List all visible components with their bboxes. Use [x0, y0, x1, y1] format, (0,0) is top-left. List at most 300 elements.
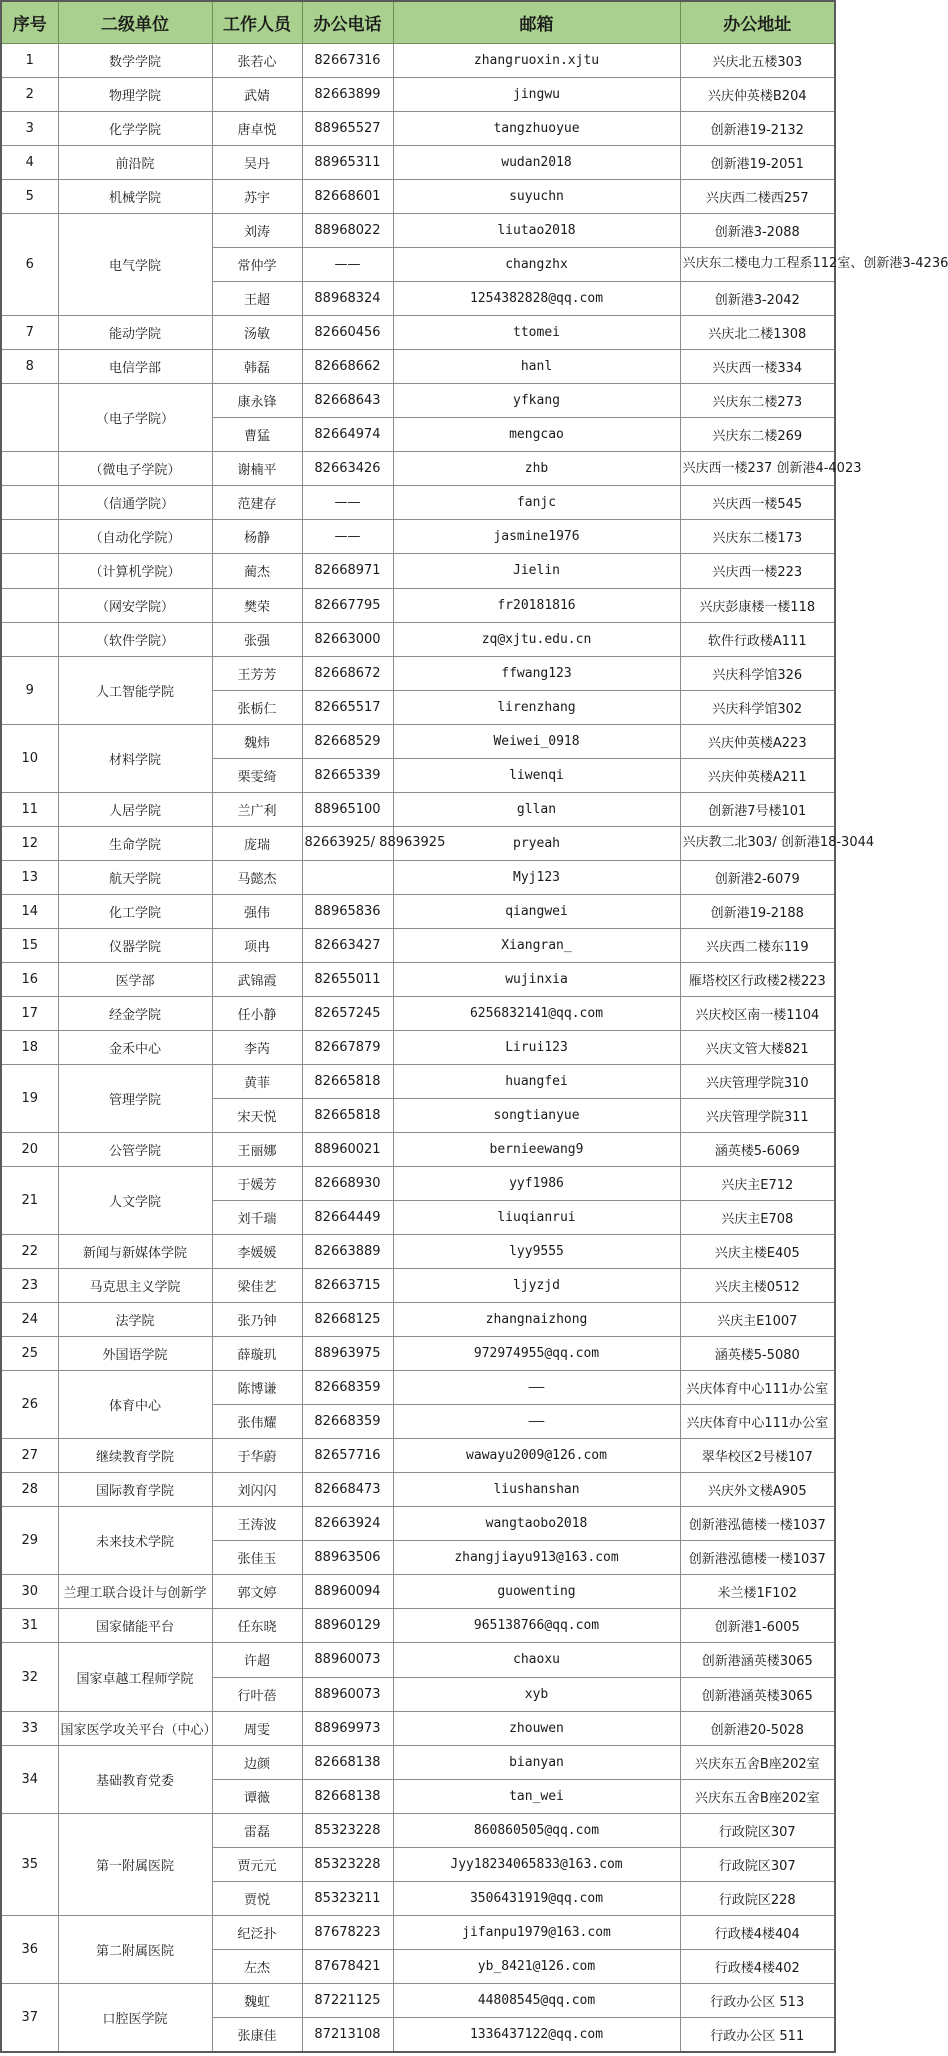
cell-seq[interactable]: 28 [1, 1473, 58, 1507]
cell-phone[interactable]: 82663889 [302, 1235, 393, 1269]
cell-phone[interactable]: 82668643 [302, 384, 393, 418]
cell-address[interactable]: 兴庆仲英楼B204 [680, 78, 835, 112]
cell-staff[interactable]: 刘闪闪 [212, 1473, 302, 1507]
cell-email[interactable]: tan_wei [393, 1779, 680, 1813]
cell-staff[interactable]: 王芳芳 [212, 656, 302, 690]
cell-unit[interactable]: （微电子学院） [58, 452, 212, 486]
cell-seq[interactable]: 32 [1, 1643, 58, 1711]
cell-email[interactable]: zhangjiayu913@163.com [393, 1541, 680, 1575]
cell-email[interactable]: jasmine1976 [393, 520, 680, 554]
cell-address[interactable]: 涵英楼5-6069 [680, 1133, 835, 1167]
cell-address[interactable]: 创新港19-2188 [680, 894, 835, 928]
cell-phone[interactable]: 82668601 [302, 180, 393, 214]
cell-seq[interactable]: 34 [1, 1745, 58, 1813]
cell-phone[interactable]: 82663924 [302, 1507, 393, 1541]
cell-staff[interactable]: 黄菲 [212, 1064, 302, 1098]
cell-staff[interactable]: 于媛芳 [212, 1167, 302, 1201]
cell-address[interactable]: 兴庆外文楼A905 [680, 1473, 835, 1507]
cell-address[interactable]: 兴庆西一楼237 创新港4-4023 [680, 452, 835, 486]
cell-seq[interactable]: 36 [1, 1915, 58, 1983]
cell-staff[interactable]: 张佳玉 [212, 1541, 302, 1575]
cell-unit[interactable]: 未来技术学院 [58, 1507, 212, 1575]
cell-unit[interactable]: 生命学院 [58, 826, 212, 860]
cell-phone[interactable] [302, 860, 393, 894]
cell-phone[interactable]: 88965311 [302, 146, 393, 180]
cell-email[interactable]: liushanshan [393, 1473, 680, 1507]
cell-seq[interactable]: 20 [1, 1133, 58, 1167]
cell-staff[interactable]: 马懿杰 [212, 860, 302, 894]
cell-phone[interactable]: —— [302, 520, 393, 554]
cell-address[interactable]: 行政楼4楼404 [680, 1915, 835, 1949]
cell-seq[interactable]: 30 [1, 1575, 58, 1609]
cell-email[interactable]: —— [393, 1371, 680, 1405]
cell-address[interactable]: 兴庆仲英楼A223 [680, 724, 835, 758]
cell-address[interactable]: 兴庆西二楼东119 [680, 928, 835, 962]
cell-email[interactable]: Myj123 [393, 860, 680, 894]
cell-address[interactable]: 创新港1-6005 [680, 1609, 835, 1643]
cell-address[interactable]: 行政院区228 [680, 1881, 835, 1915]
cell-phone[interactable]: 82665818 [302, 1064, 393, 1098]
cell-email[interactable]: ljyzjd [393, 1269, 680, 1303]
cell-unit[interactable]: 化学学院 [58, 112, 212, 146]
cell-phone[interactable]: 82657245 [302, 996, 393, 1030]
cell-staff[interactable]: 武婧 [212, 78, 302, 112]
cell-unit[interactable]: 电气学院 [58, 214, 212, 316]
cell-address[interactable]: 行政楼4楼402 [680, 1949, 835, 1983]
cell-email[interactable]: zhouwen [393, 1711, 680, 1745]
cell-email[interactable]: 860860505@qq.com [393, 1813, 680, 1847]
cell-staff[interactable]: 于华蔚 [212, 1439, 302, 1473]
header-cell-email[interactable]: 邮箱 [393, 1, 680, 44]
cell-staff[interactable]: 纪泛扑 [212, 1915, 302, 1949]
cell-unit[interactable]: （信通学院） [58, 486, 212, 520]
cell-staff[interactable]: 杨静 [212, 520, 302, 554]
cell-unit[interactable]: （计算机学院） [58, 554, 212, 588]
cell-address[interactable]: 创新港涵英楼3065 [680, 1677, 835, 1711]
cell-staff[interactable]: 谢楠平 [212, 452, 302, 486]
cell-address[interactable]: 创新港泓德楼一楼1037 [680, 1507, 835, 1541]
cell-address[interactable]: 兴庆西一楼545 [680, 486, 835, 520]
cell-email[interactable]: zq@xjtu.edu.cn [393, 622, 680, 656]
cell-email[interactable]: 44808545@qq.com [393, 1983, 680, 2017]
cell-email[interactable]: 6256832141@qq.com [393, 996, 680, 1030]
cell-email[interactable]: Jyy18234065833@163.com [393, 1847, 680, 1881]
cell-staff[interactable]: 刘涛 [212, 214, 302, 248]
cell-email[interactable]: Xiangran_ [393, 928, 680, 962]
cell-staff[interactable]: 王涛波 [212, 1507, 302, 1541]
cell-unit[interactable]: 数学学院 [58, 44, 212, 78]
cell-email[interactable]: wangtaobo2018 [393, 1507, 680, 1541]
cell-phone[interactable]: 82660456 [302, 316, 393, 350]
header-cell-staff[interactable]: 工作人员 [212, 1, 302, 44]
cell-unit[interactable]: 马克思主义学院 [58, 1269, 212, 1303]
cell-seq[interactable]: 35 [1, 1813, 58, 1915]
cell-email[interactable]: 965138766@qq.com [393, 1609, 680, 1643]
cell-email[interactable]: liuqianrui [393, 1201, 680, 1235]
cell-phone[interactable]: 82668529 [302, 724, 393, 758]
cell-address[interactable]: 兴庆科学馆302 [680, 690, 835, 724]
cell-address[interactable]: 兴庆西一楼223 [680, 554, 835, 588]
cell-phone[interactable]: 82668125 [302, 1303, 393, 1337]
cell-unit[interactable]: 人文学院 [58, 1167, 212, 1235]
cell-seq[interactable] [1, 622, 58, 656]
cell-seq[interactable]: 14 [1, 894, 58, 928]
cell-unit[interactable]: 国家医学攻关平台（中心） [58, 1711, 212, 1745]
cell-seq[interactable]: 15 [1, 928, 58, 962]
cell-address[interactable]: 兴庆科学馆326 [680, 656, 835, 690]
cell-phone[interactable]: 82668359 [302, 1405, 393, 1439]
cell-phone[interactable]: 85323228 [302, 1847, 393, 1881]
cell-address[interactable]: 兴庆主E712 [680, 1167, 835, 1201]
cell-seq[interactable]: 21 [1, 1167, 58, 1235]
cell-unit[interactable]: 国家储能平台 [58, 1609, 212, 1643]
cell-staff[interactable]: 兰广利 [212, 792, 302, 826]
cell-unit[interactable]: 人居学院 [58, 792, 212, 826]
cell-staff[interactable]: 谭薇 [212, 1779, 302, 1813]
cell-address[interactable]: 创新港泓德楼一楼1037 [680, 1541, 835, 1575]
cell-seq[interactable]: 3 [1, 112, 58, 146]
cell-address[interactable]: 创新港3-2042 [680, 282, 835, 316]
cell-phone[interactable]: —— [302, 486, 393, 520]
cell-phone[interactable]: 88960073 [302, 1643, 393, 1677]
cell-phone[interactable]: 82655011 [302, 962, 393, 996]
cell-phone[interactable]: 82668662 [302, 350, 393, 384]
cell-phone[interactable]: 88963506 [302, 1541, 393, 1575]
cell-email[interactable]: yyf1986 [393, 1167, 680, 1201]
cell-address[interactable]: 兴庆东五舍B座202室 [680, 1779, 835, 1813]
cell-unit[interactable]: 国际教育学院 [58, 1473, 212, 1507]
cell-seq[interactable]: 13 [1, 860, 58, 894]
cell-address[interactable]: 行政院区307 [680, 1813, 835, 1847]
cell-seq[interactable]: 17 [1, 996, 58, 1030]
cell-email[interactable]: chaoxu [393, 1643, 680, 1677]
cell-staff[interactable]: 行叶蓓 [212, 1677, 302, 1711]
cell-address[interactable]: 创新港19-2051 [680, 146, 835, 180]
cell-seq[interactable]: 33 [1, 1711, 58, 1745]
cell-address[interactable]: 兴庆东二楼电力工程系112室、创新港3-4236 [680, 248, 835, 282]
cell-phone[interactable]: 88963975 [302, 1337, 393, 1371]
cell-phone[interactable]: 82665339 [302, 758, 393, 792]
cell-seq[interactable] [1, 452, 58, 486]
cell-phone[interactable]: 87221125 [302, 1983, 393, 2017]
cell-email[interactable]: ttomei [393, 316, 680, 350]
cell-email[interactable]: jingwu [393, 78, 680, 112]
cell-phone[interactable]: 82668971 [302, 554, 393, 588]
cell-address[interactable]: 创新港19-2132 [680, 112, 835, 146]
cell-email[interactable]: fanjc [393, 486, 680, 520]
cell-seq[interactable]: 11 [1, 792, 58, 826]
cell-seq[interactable]: 2 [1, 78, 58, 112]
cell-address[interactable]: 兴庆彭康楼一楼118 [680, 588, 835, 622]
cell-seq[interactable]: 1 [1, 44, 58, 78]
cell-seq[interactable]: 37 [1, 1983, 58, 2052]
cell-email[interactable]: Lirui123 [393, 1030, 680, 1064]
cell-staff[interactable]: 任小静 [212, 996, 302, 1030]
cell-phone[interactable]: 85323228 [302, 1813, 393, 1847]
cell-seq[interactable]: 4 [1, 146, 58, 180]
header-cell-address[interactable]: 办公地址 [680, 1, 835, 44]
cell-phone[interactable]: 87213108 [302, 2017, 393, 2052]
cell-email[interactable]: songtianyue [393, 1098, 680, 1132]
cell-phone[interactable]: 82668930 [302, 1167, 393, 1201]
cell-phone[interactable]: 82668138 [302, 1745, 393, 1779]
cell-staff[interactable]: 张伟耀 [212, 1405, 302, 1439]
cell-staff[interactable]: 樊荣 [212, 588, 302, 622]
cell-unit[interactable]: 体育中心 [58, 1371, 212, 1439]
cell-staff[interactable]: 宋天悦 [212, 1098, 302, 1132]
cell-staff[interactable]: 蔺杰 [212, 554, 302, 588]
cell-email[interactable]: gllan [393, 792, 680, 826]
cell-address[interactable]: 兴庆管理学院310 [680, 1064, 835, 1098]
cell-email[interactable]: huangfei [393, 1064, 680, 1098]
header-cell-seq[interactable]: 序号 [1, 1, 58, 44]
cell-staff[interactable]: 贾悦 [212, 1881, 302, 1915]
cell-address[interactable]: 兴庆西二楼西257 [680, 180, 835, 214]
cell-seq[interactable]: 16 [1, 962, 58, 996]
cell-unit[interactable]: 电信学部 [58, 350, 212, 384]
cell-unit[interactable]: 基础教育党委 [58, 1745, 212, 1813]
cell-unit[interactable]: 材料学院 [58, 724, 212, 792]
cell-staff[interactable]: 任东晓 [212, 1609, 302, 1643]
cell-address[interactable]: 创新港2-6079 [680, 860, 835, 894]
cell-staff[interactable]: 雷磊 [212, 1813, 302, 1847]
cell-email[interactable]: Jielin [393, 554, 680, 588]
cell-phone[interactable]: 88960094 [302, 1575, 393, 1609]
cell-unit[interactable]: 国家卓越工程师学院 [58, 1643, 212, 1711]
cell-email[interactable]: Weiwei_0918 [393, 724, 680, 758]
cell-staff[interactable]: 边颜 [212, 1745, 302, 1779]
cell-email[interactable]: guowenting [393, 1575, 680, 1609]
cell-address[interactable]: 米兰楼1F102 [680, 1575, 835, 1609]
cell-unit[interactable]: （软件学院） [58, 622, 212, 656]
cell-address[interactable]: 涵英楼5-5080 [680, 1337, 835, 1371]
cell-unit[interactable]: 金禾中心 [58, 1030, 212, 1064]
cell-address[interactable]: 兴庆东二楼269 [680, 418, 835, 452]
cell-email[interactable]: zhangruoxin.xjtu [393, 44, 680, 78]
cell-phone[interactable]: 88960073 [302, 1677, 393, 1711]
cell-email[interactable]: zhangnaizhong [393, 1303, 680, 1337]
cell-address[interactable]: 兴庆体育中心111办公室 [680, 1371, 835, 1405]
cell-phone[interactable]: 88969973 [302, 1711, 393, 1745]
cell-seq[interactable]: 9 [1, 656, 58, 724]
cell-staff[interactable]: 强伟 [212, 894, 302, 928]
cell-phone[interactable]: 82657716 [302, 1439, 393, 1473]
cell-address[interactable]: 兴庆东五舍B座202室 [680, 1745, 835, 1779]
cell-email[interactable]: tangzhuoyue [393, 112, 680, 146]
cell-email[interactable]: qiangwei [393, 894, 680, 928]
cell-email[interactable]: 1254382828@qq.com [393, 282, 680, 316]
cell-unit[interactable]: 管理学院 [58, 1064, 212, 1132]
cell-email[interactable]: ffwang123 [393, 656, 680, 690]
cell-staff[interactable]: 李媛媛 [212, 1235, 302, 1269]
cell-staff[interactable]: 左杰 [212, 1949, 302, 1983]
cell-unit[interactable]: 第一附属医院 [58, 1813, 212, 1915]
cell-phone[interactable]: 82663899 [302, 78, 393, 112]
cell-unit[interactable]: 医学部 [58, 962, 212, 996]
cell-address[interactable]: 行政办公区 513 [680, 1983, 835, 2017]
cell-seq[interactable]: 12 [1, 826, 58, 860]
cell-address[interactable]: 兴庆西一楼334 [680, 350, 835, 384]
cell-email[interactable]: wawayu2009@126.com [393, 1439, 680, 1473]
cell-seq[interactable]: 23 [1, 1269, 58, 1303]
cell-seq[interactable]: 25 [1, 1337, 58, 1371]
cell-unit[interactable]: 机械学院 [58, 180, 212, 214]
cell-email[interactable]: pryeah [393, 826, 680, 860]
cell-seq[interactable]: 8 [1, 350, 58, 384]
cell-staff[interactable]: 武锦霞 [212, 962, 302, 996]
cell-staff[interactable]: 张康佳 [212, 2017, 302, 2052]
cell-phone[interactable]: 82668473 [302, 1473, 393, 1507]
cell-address[interactable]: 兴庆东二楼273 [680, 384, 835, 418]
cell-email[interactable]: —— [393, 1405, 680, 1439]
cell-staff[interactable]: 梁佳艺 [212, 1269, 302, 1303]
cell-address[interactable]: 兴庆北二楼1308 [680, 316, 835, 350]
cell-phone[interactable]: —— [302, 248, 393, 282]
cell-email[interactable]: hanl [393, 350, 680, 384]
cell-unit[interactable]: 口腔医学院 [58, 1983, 212, 2052]
cell-unit[interactable]: 物理学院 [58, 78, 212, 112]
cell-seq[interactable]: 26 [1, 1371, 58, 1439]
cell-phone[interactable]: 87678223 [302, 1915, 393, 1949]
cell-staff[interactable]: 常仲学 [212, 248, 302, 282]
cell-staff[interactable]: 曹猛 [212, 418, 302, 452]
cell-email[interactable]: bianyan [393, 1745, 680, 1779]
cell-staff[interactable]: 周雯 [212, 1711, 302, 1745]
cell-address[interactable]: 创新港7号楼101 [680, 792, 835, 826]
cell-unit[interactable]: 化工学院 [58, 894, 212, 928]
cell-unit[interactable]: 经金学院 [58, 996, 212, 1030]
cell-phone[interactable]: 88965836 [302, 894, 393, 928]
cell-staff[interactable]: 汤敏 [212, 316, 302, 350]
cell-seq[interactable]: 6 [1, 214, 58, 316]
cell-address[interactable]: 创新港20-5028 [680, 1711, 835, 1745]
cell-phone[interactable]: 82665818 [302, 1098, 393, 1132]
cell-email[interactable]: wudan2018 [393, 146, 680, 180]
cell-unit[interactable]: 公管学院 [58, 1133, 212, 1167]
cell-email[interactable]: 972974955@qq.com [393, 1337, 680, 1371]
cell-address[interactable]: 兴庆仲英楼A211 [680, 758, 835, 792]
cell-seq[interactable]: 10 [1, 724, 58, 792]
cell-email[interactable]: xyb [393, 1677, 680, 1711]
cell-seq[interactable] [1, 588, 58, 622]
cell-phone[interactable]: 85323211 [302, 1881, 393, 1915]
cell-address[interactable]: 行政办公区 511 [680, 2017, 835, 2052]
cell-address[interactable]: 兴庆教二北303/ 创新港18-3044 [680, 826, 835, 860]
cell-staff[interactable]: 康永锋 [212, 384, 302, 418]
cell-email[interactable]: liutao2018 [393, 214, 680, 248]
cell-phone[interactable]: 82668359 [302, 1371, 393, 1405]
cell-email[interactable]: bernieewang9 [393, 1133, 680, 1167]
cell-staff[interactable]: 范建存 [212, 486, 302, 520]
cell-email[interactable]: mengcao [393, 418, 680, 452]
cell-unit[interactable]: 第二附属医院 [58, 1915, 212, 1983]
cell-unit[interactable]: 能动学院 [58, 316, 212, 350]
cell-staff[interactable]: 王丽娜 [212, 1133, 302, 1167]
cell-staff[interactable]: 栗雯绮 [212, 758, 302, 792]
cell-seq[interactable] [1, 554, 58, 588]
cell-address[interactable]: 兴庆文管大楼821 [680, 1030, 835, 1064]
cell-email[interactable]: yb_8421@126.com [393, 1949, 680, 1983]
cell-unit[interactable]: 仪器学院 [58, 928, 212, 962]
cell-staff[interactable]: 项冉 [212, 928, 302, 962]
header-cell-phone[interactable]: 办公电话 [302, 1, 393, 44]
cell-phone[interactable]: 82667879 [302, 1030, 393, 1064]
cell-staff[interactable]: 苏宇 [212, 180, 302, 214]
cell-address[interactable]: 兴庆主E1007 [680, 1303, 835, 1337]
cell-email[interactable]: fr20181816 [393, 588, 680, 622]
cell-email[interactable]: wujinxia [393, 962, 680, 996]
cell-phone[interactable]: 88960021 [302, 1133, 393, 1167]
cell-address[interactable]: 兴庆北五楼303 [680, 44, 835, 78]
cell-phone[interactable]: 82663715 [302, 1269, 393, 1303]
cell-phone[interactable]: 82663427 [302, 928, 393, 962]
cell-staff[interactable]: 吴丹 [212, 146, 302, 180]
cell-seq[interactable] [1, 520, 58, 554]
cell-phone[interactable]: 88960129 [302, 1609, 393, 1643]
cell-unit[interactable]: （网安学院） [58, 588, 212, 622]
cell-phone[interactable]: 82668672 [302, 656, 393, 690]
cell-phone[interactable]: 82667316 [302, 44, 393, 78]
cell-staff[interactable]: 陈博谦 [212, 1371, 302, 1405]
cell-seq[interactable]: 18 [1, 1030, 58, 1064]
cell-email[interactable]: suyuchn [393, 180, 680, 214]
cell-unit[interactable]: 外国语学院 [58, 1337, 212, 1371]
header-cell-unit[interactable]: 二级单位 [58, 1, 212, 44]
cell-seq[interactable]: 19 [1, 1064, 58, 1132]
cell-staff[interactable]: 刘千瑞 [212, 1201, 302, 1235]
cell-phone[interactable]: 88965100 [302, 792, 393, 826]
cell-staff[interactable]: 张栃仁 [212, 690, 302, 724]
cell-seq[interactable] [1, 486, 58, 520]
cell-staff[interactable]: 薛璇玑 [212, 1337, 302, 1371]
cell-email[interactable]: 1336437122@qq.com [393, 2017, 680, 2052]
cell-staff[interactable]: 张乃钟 [212, 1303, 302, 1337]
cell-address[interactable]: 兴庆主楼E405 [680, 1235, 835, 1269]
cell-address[interactable]: 兴庆主E708 [680, 1201, 835, 1235]
cell-staff[interactable]: 魏虹 [212, 1983, 302, 2017]
cell-address[interactable]: 雁塔校区行政楼2楼223 [680, 962, 835, 996]
cell-staff[interactable]: 李芮 [212, 1030, 302, 1064]
cell-address[interactable]: 创新港3-2088 [680, 214, 835, 248]
cell-staff[interactable]: 庞瑞 [212, 826, 302, 860]
cell-seq[interactable]: 5 [1, 180, 58, 214]
cell-phone[interactable]: 88968022 [302, 214, 393, 248]
cell-phone[interactable]: 82668138 [302, 1779, 393, 1813]
cell-staff[interactable]: 唐卓悦 [212, 112, 302, 146]
cell-address[interactable]: 兴庆主楼0512 [680, 1269, 835, 1303]
cell-staff[interactable]: 贾元元 [212, 1847, 302, 1881]
cell-email[interactable]: zhb [393, 452, 680, 486]
cell-staff[interactable]: 张强 [212, 622, 302, 656]
cell-email[interactable]: yfkang [393, 384, 680, 418]
cell-staff[interactable]: 郭文婷 [212, 1575, 302, 1609]
cell-phone[interactable]: 82663000 [302, 622, 393, 656]
cell-email[interactable]: liwenqi [393, 758, 680, 792]
cell-unit[interactable]: 人工智能学院 [58, 656, 212, 724]
cell-address[interactable]: 翠华校区2号楼107 [680, 1439, 835, 1473]
cell-phone[interactable]: 87678421 [302, 1949, 393, 1983]
cell-phone[interactable]: 82663426 [302, 452, 393, 486]
cell-phone[interactable]: 88965527 [302, 112, 393, 146]
cell-seq[interactable]: 31 [1, 1609, 58, 1643]
cell-address[interactable]: 兴庆体育中心111办公室 [680, 1405, 835, 1439]
cell-staff[interactable]: 王超 [212, 282, 302, 316]
cell-phone[interactable]: 82664449 [302, 1201, 393, 1235]
cell-unit[interactable]: 法学院 [58, 1303, 212, 1337]
cell-unit[interactable]: （电子学院） [58, 384, 212, 452]
cell-address[interactable]: 兴庆管理学院311 [680, 1098, 835, 1132]
cell-phone[interactable]: 88968324 [302, 282, 393, 316]
